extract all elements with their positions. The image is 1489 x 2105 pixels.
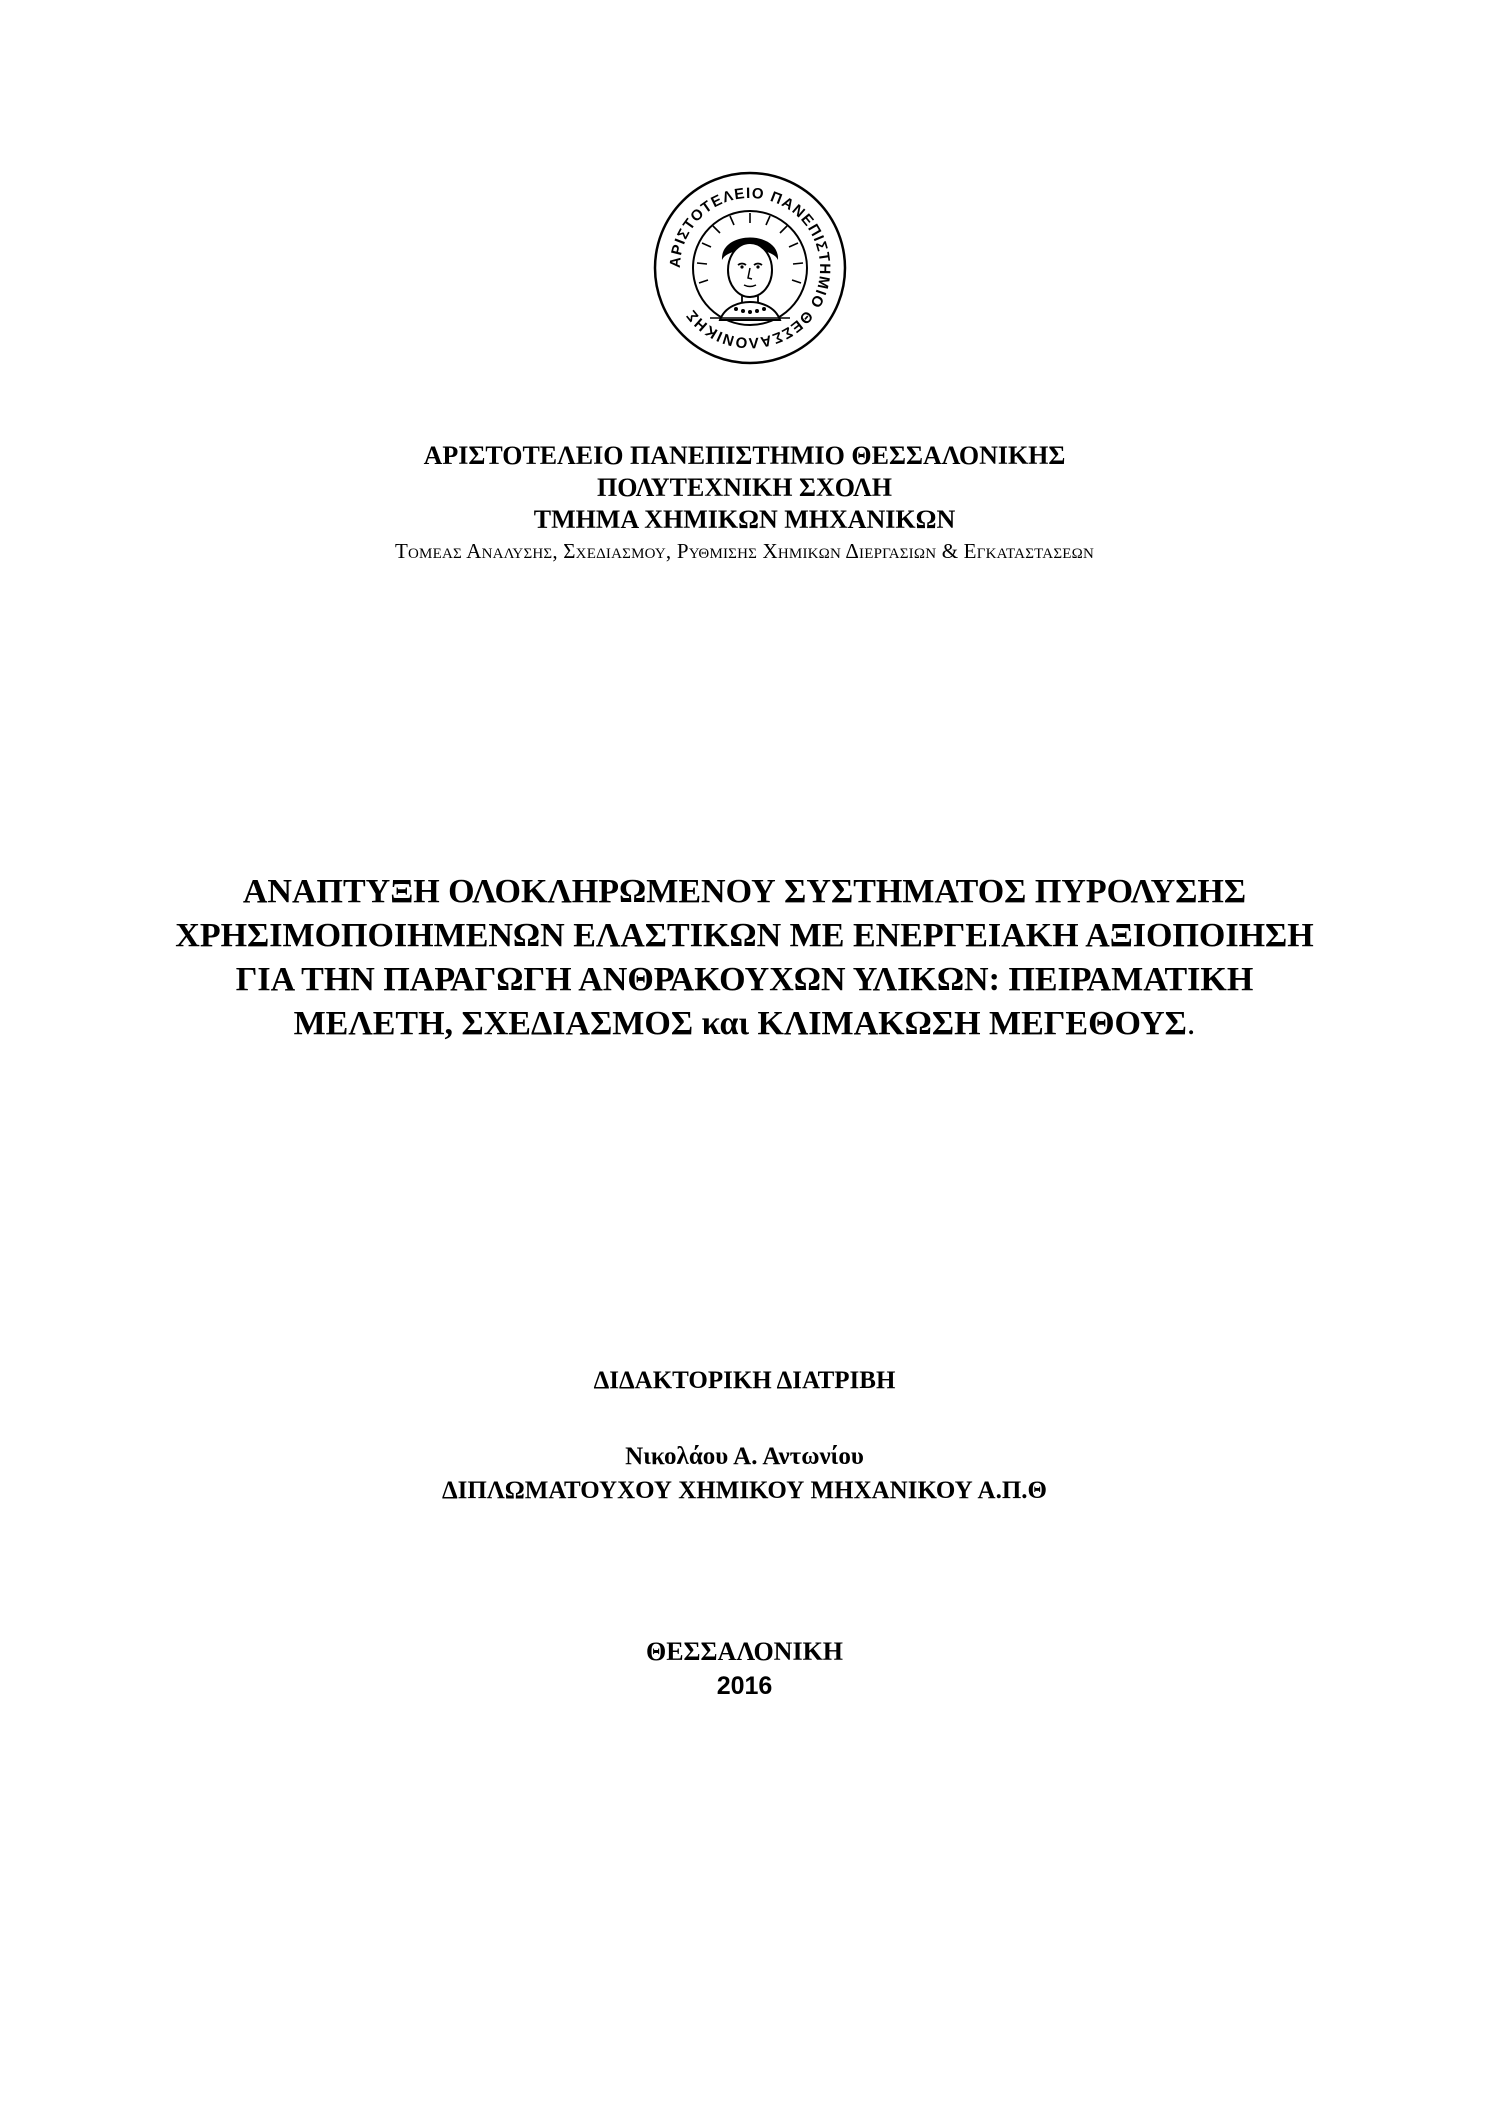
author-block: [0, 1440, 1489, 1508]
seal-ring-text: ΑΡΙΣΤΟΤΕΛΕΙΟ ΠΑΝΕΠΙΣΤΗΜΙΟ ΘΕΣΣΑΛΟΝΙΚΗΣ: [666, 184, 834, 352]
title-line-4: [0, 1002, 1489, 1046]
author-credential: ΔΙΠΛΩΜΑΤΟΥΧΟΥ ΧΗΜΙΚΟΥ ΜΗΧΑΝΙΚΟΥ Α.Π.Θ: [441, 1477, 1048, 1504]
year: 2016: [716, 1672, 773, 1700]
title-line-2: ΧΡΗΣΙΜΟΠΟΙΗΜΕΝΩΝ ΕΛΑΣΤΙΚΩΝ ΜΕ ΕΝΕΡΓΕΙΑΚΗ ΑΞΙΟΠΟΙΗΣΗ: [175, 917, 1314, 954]
thesis-title: [0, 870, 1489, 1046]
university-name: ΑΡΙΣΤΟΤΕΛΕΙΟ ΠΑΝΕΠΙΣΤΗΜΙΟ ΘΕΣΣΑΛΟΝΙΚΗΣ: [423, 441, 1066, 470]
school-name: ΠΟΛΥΤΕΧΝΙΚΗ ΣΧΟΛΗ: [597, 473, 892, 502]
department-name: ΤΜΗΜΑ ΧΗΜΙΚΩΝ ΜΗΧΑΝΙΚΩΝ: [533, 505, 956, 534]
seal-icon: [650, 168, 850, 368]
title-line-1: ΑΝΑΠΤΥΞΗ ΟΛΟΚΛΗΡΩΜΕΝΟΥ ΣΥΣΤΗΜΑΤΟΣ ΠΥΡΟΛΥΣΗΣ: [242, 873, 1247, 910]
institution-block: [0, 440, 1489, 566]
title-line-4-text: ΜΕΛΕΤΗ, ΣΧΕΔΙΑΣΜΟΣ και ΚΛΙΜΑΚΩΣΗ ΜΕΓΕΘΟΥΣ: [293, 1005, 1187, 1042]
title-line-4-period: .: [1186, 1005, 1196, 1042]
university-seal: [650, 168, 850, 368]
thesis-type: ΔΙΔΑΚΤΟΡΙΚΗ ΔΙΑΤΡΙΒΗ: [593, 1367, 896, 1394]
place-year-block: [0, 1635, 1489, 1703]
title-line-3: ΓΙΑ ΤΗΝ ΠΑΡΑΓΩΓΗ ΑΝΘΡΑΚΟΥΧΩΝ ΥΛΙΚΩΝ: ΠΕΙΡΑΜΑΤΙΚΗ: [235, 961, 1254, 998]
sector-name: Τομεας Αναλυσης, Σχεδιασμου, Ρυθμισης Χημικων Διεργασιων & Εγκαταστασεων: [394, 539, 1094, 563]
place: ΘΕΣΣΑΛΟΝΙΚΗ: [645, 1637, 844, 1666]
author-name: Νικολάου Α. Αντωνίου: [625, 1443, 864, 1470]
